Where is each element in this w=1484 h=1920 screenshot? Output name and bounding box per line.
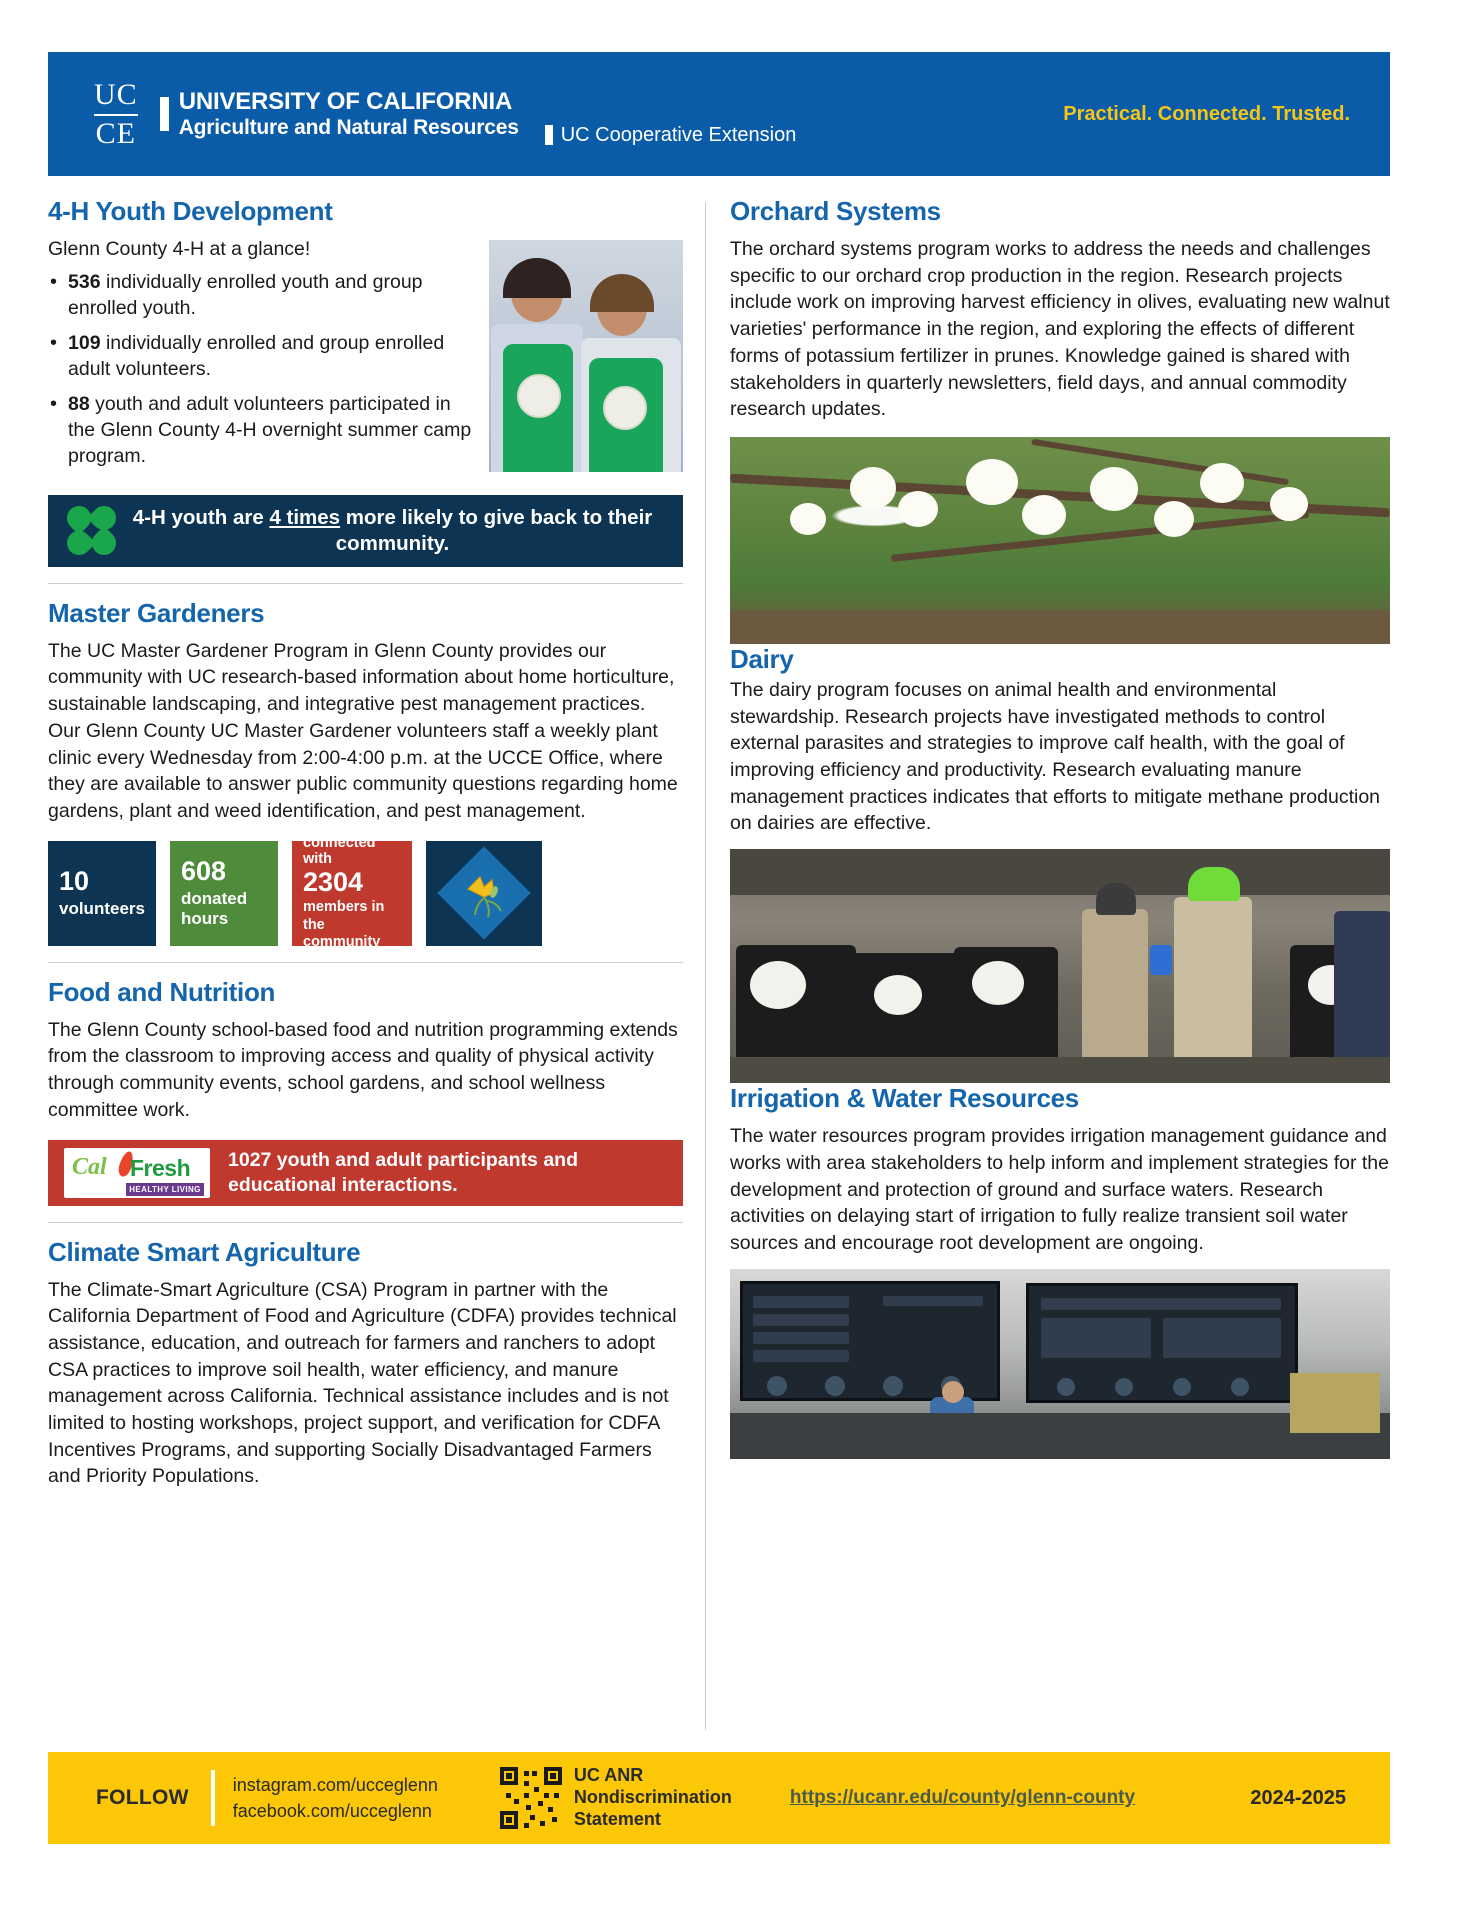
calfresh-logo-fresh: Fresh [130, 1154, 191, 1181]
list-item [48, 270, 475, 322]
callout-4h-community [48, 495, 683, 567]
footer-nondiscrimination-statement[interactable] [574, 1765, 732, 1831]
calfresh-logo-subtitle: HEALTHY LIVING [126, 1183, 204, 1196]
calfresh-logo [64, 1148, 210, 1198]
page-footer [48, 1752, 1390, 1844]
ucce-monogram-uc: UC [94, 77, 138, 111]
4h-stat-text: youth and adult volunteers participated in the Glenn County 4-H overnight summer camp program. [68, 393, 472, 467]
stat-number: 608 [181, 856, 227, 887]
callout-text-after: more likely to give back to their community. [335, 506, 653, 555]
ucce-monogram-ce: CE [95, 116, 137, 150]
calfresh-callout-text: 1027 youth and adult participants and educational interactions. [228, 1148, 578, 1196]
cooperative-extension-label: UC Cooperative Extension [560, 123, 797, 146]
section-heading-climate-smart: Climate Smart Agriculture [48, 1236, 361, 1267]
4h-stat-text: individually enrolled youth and group enrolled youth. [68, 271, 423, 320]
4h-content-row [48, 236, 683, 479]
callout-4h-text [118, 505, 661, 556]
4h-text-block [48, 236, 475, 479]
callout-calfresh [48, 1140, 683, 1206]
photo-water-workshop [730, 1269, 1390, 1459]
4h-lead-text: Glenn County 4-H at a glance! [48, 238, 311, 260]
right-column [706, 196, 1390, 1738]
section-heading-master-gardeners: Master Gardeners [48, 597, 265, 628]
stat-number: 10 [59, 866, 90, 897]
header-logo-group [48, 77, 797, 150]
section-dairy [730, 644, 1390, 1083]
section-divider [48, 583, 683, 584]
section-heading-orchard: Orchard Systems [730, 196, 941, 226]
stat-prefix: connected with [303, 834, 376, 868]
division-name: Agriculture and Natural Resources [178, 115, 519, 139]
climate-smart-body: The Climate-Smart Agriculture (CSA) Program in partner with the California Department of Food and Agriculture (CDFA) provides technical assistance, education, and outreach for farmers and ranchers to adopt CSA practices to improve soil health, water efficiency, and manure management across California. Technical assistance includes and is not limited to hosting workshops, project support, and verification for CDFA Incentives Programs, and supporting Socially Disadvantaged Farmers and Priority Populations. [48, 1278, 677, 1488]
stat-card-volunteers [48, 841, 156, 946]
callout-emphasis: 4 times [269, 506, 341, 530]
4h-stat-text: individually enrolled and group enrolled adult volunteers. [68, 332, 445, 381]
section-master-gardeners [48, 597, 683, 951]
university-wordmark [179, 89, 519, 139]
header-tagline: Practical. Connected. Trusted. [1063, 102, 1350, 125]
footer-follow-label: FOLLOW [96, 1786, 189, 1809]
master-gardeners-stat-row [48, 834, 683, 951]
dairy-body: The dairy program focuses on animal health and environmental stewardship. Research projects have investigated methods to control external parasites and strategies to improve calf health, with the goal of improving efficiency and productivity. Research evaluating manure management practices indicates that efforts to mitigate methane production on dairies are effective. [730, 678, 1381, 835]
four-leaf-clover-icon [66, 505, 118, 557]
footer-social-links [233, 1772, 438, 1824]
section-heading-irrigation: Irrigation & Water Resources [730, 1083, 1079, 1114]
list-item [48, 331, 475, 383]
master-gardeners-body: The UC Master Gardener Program in Glenn County provides our community with UC research-based information about home horticulture, sustainable landscaping, and integrative pest management practices. Our Glenn County UC Master Gardener volunteers staff a weekly plant clinic every Wednesday from 2:00-4:00 p.m. at the UCCE Office, where they are available to answer public community questions regarding home gardens, plant and weed identification, and pest management. [48, 639, 678, 822]
footer-divider [211, 1770, 215, 1826]
irrigation-body: The water resources program provides irrigation management guidance and works with area stakeholders to help inform and implement strategies for the development and protection of ground and surface waters. Research activities on delaying start of irrigation to fully realize transient soil water sources and encourage root development are ongoing. [730, 1125, 1389, 1254]
photo-orchard-blossoms [730, 437, 1390, 644]
food-nutrition-body: The Glenn County school-based food and nutrition programming extends from the classroom to improving access and quality of physical activity through community events, school gardens, and school wellness committee work. [48, 1018, 678, 1121]
qr-code-icon[interactable] [500, 1767, 562, 1829]
stat-number: 2304 [303, 867, 364, 898]
4h-stat-number: 536 [68, 271, 101, 294]
section-orchard-systems [730, 196, 1390, 644]
page-header [48, 52, 1390, 176]
4h-stat-number: 88 [68, 393, 90, 415]
projection-screen-left [740, 1281, 1000, 1401]
projection-screen-right [1026, 1283, 1298, 1403]
calfresh-logo-cal: Cal [72, 1153, 107, 1180]
callout-text-before: 4-H youth are [132, 506, 270, 530]
section-climate-smart-agriculture [48, 1237, 683, 1491]
left-column [48, 196, 705, 1738]
poppy-flower-icon [454, 863, 514, 923]
photo-4h-members [489, 240, 683, 472]
content-columns [48, 196, 1390, 1738]
section-divider [48, 1222, 683, 1223]
master-gardener-logo [426, 841, 542, 946]
instagram-link[interactable]: instagram.com/ucceglenn [232, 1774, 438, 1795]
footer-website-url[interactable]: https://ucanr.edu/county/glenn-county [789, 1787, 1136, 1808]
stat-label: donated hours [181, 888, 248, 928]
section-heading-dairy: Dairy [730, 643, 794, 674]
ucce-monogram-rule [94, 114, 138, 116]
stat-label: volunteers [59, 898, 145, 918]
orchard-body: The orchard systems program works to address the needs and challenges specific to our orchard crop production in the region. Research projects include work on improving harvest efficiency in olives, evaluating new walnut varieties' performance in the region, and exploring the effects of different forms of potassium fertilizer in prunes. Knowledge gained is shared with stakeholders in quarterly newsletters, field days, and annual commodity research updates. [730, 238, 1390, 421]
section-divider [48, 962, 683, 963]
header-divider-bar [160, 97, 169, 131]
section-food-and-nutrition [48, 977, 683, 1206]
header-divider-bar-2 [545, 125, 553, 145]
nondiscrimination-line-2: Nondiscrimination [573, 1787, 732, 1808]
stat-card-donated-hours [170, 841, 278, 946]
stat-card-community-members [292, 834, 412, 951]
section-heading-4h: 4-H Youth Development [48, 196, 333, 226]
4h-stat-number: 109 [68, 332, 101, 355]
section-heading-food-nutrition: Food and Nutrition [48, 976, 276, 1007]
section-4h-youth-development [48, 196, 683, 567]
stat-suffix: members in the community [303, 899, 385, 951]
nondiscrimination-line-1: UC ANR [573, 1765, 644, 1786]
list-item [48, 392, 475, 470]
ucce-monogram [94, 77, 138, 150]
footer-year: 2024-2025 [1250, 1786, 1346, 1809]
nondiscrimination-line-3: Statement [573, 1808, 661, 1829]
facebook-link[interactable]: facebook.com/ucceglenn [232, 1801, 432, 1821]
university-name: UNIVERSITY OF CALIFORNIA [178, 87, 513, 115]
section-irrigation-water-resources [730, 1083, 1390, 1459]
photo-dairy-research [730, 849, 1390, 1083]
4h-bullet-list [48, 270, 475, 469]
